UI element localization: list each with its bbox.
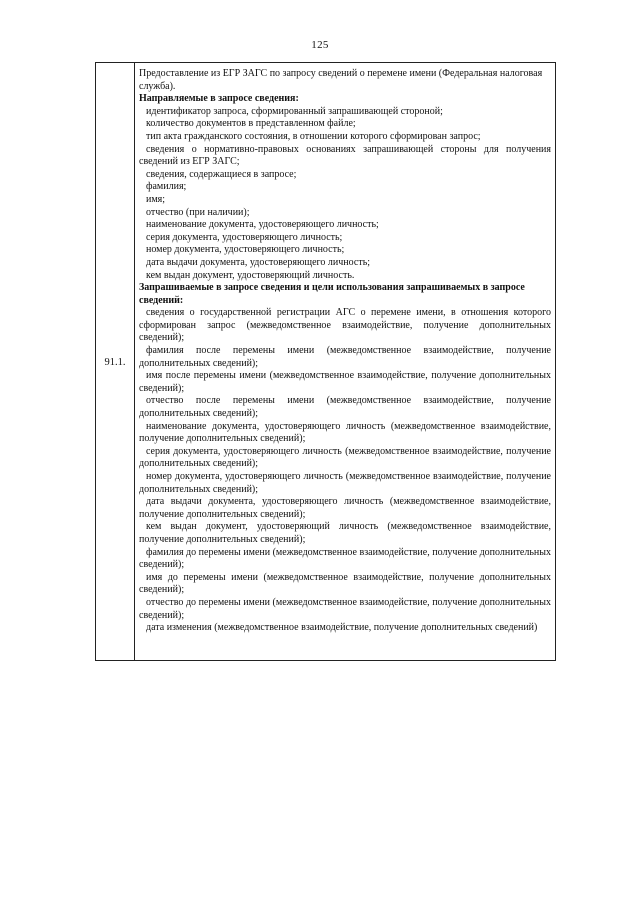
list-item: отчество после перемены имени (межведомственное взаимодействие, получение дополнительных сведений);	[139, 395, 551, 420]
column-divider	[134, 63, 135, 660]
row-number: 91.1.	[104, 357, 126, 368]
list-item: имя;	[146, 193, 166, 205]
list-item: серия документа, удостоверяющего личность;	[146, 231, 343, 243]
list-item: дата выдачи документа, удостоверяющего личность (межведомственное взаимодействие, получение дополнительных сведений);	[139, 496, 551, 520]
list-item: наименование документа, удостоверяющего личность (межведомственное взаимодействие, получение дополнительных сведений);	[139, 420, 551, 445]
list-item: дата изменения (межведомственное взаимодействие, получение дополнительных сведений)	[146, 622, 538, 634]
list-item: имя до перемены имени (межведомственное взаимодействие, получение дополнительных сведений);	[139, 571, 551, 596]
list-item: дата выдачи документа, удостоверяющего личность;	[146, 256, 371, 268]
list-item: тип акта гражданского состояния, в отношении которого сформирован запрос;	[146, 130, 481, 142]
row-title: Предоставление из ЕГР ЗАГС по запросу сведений о перемене имени (Федеральная налоговая служба).	[139, 68, 543, 92]
table-row	[95, 62, 556, 661]
list-item: наименование документа, удостоверяющего личность;	[146, 219, 379, 231]
list-item: имя после перемены имени (межведомственное взаимодействие, получение дополнительных сведений);	[139, 370, 551, 394]
sent-heading: Направляемые в запросе сведения:	[139, 93, 299, 105]
list-item: сведения о государственной регистрации АГС о перемене имени, в отношения которого сформирован запрос (межведомственное взаимодействие, получение дополнительных сведений);	[139, 307, 551, 344]
list-item: идентификатор запроса, сформированный запрашивающей стороной;	[146, 105, 443, 117]
requested-heading: Запрашиваемые в запросе сведения и цели использования запрашиваемых в запросе сведений:	[139, 282, 525, 306]
page-number: 125	[311, 39, 329, 51]
list-item: отчество до перемены имени (межведомственное взаимодействие, получение дополнительных сведений);	[139, 596, 551, 621]
list-item: кем выдан документ, удостоверяющий личность.	[146, 269, 355, 281]
list-item: фамилия до перемены имени (межведомственное взаимодействие, получение дополнительных сведений);	[139, 546, 551, 571]
row-content	[139, 68, 551, 635]
sent-list	[139, 106, 551, 282]
list-item: сведения о нормативно-правовых основаниях запрашивающей стороны для получения сведений из ЕГР ЗАГС;	[139, 143, 551, 168]
list-item: кем выдан документ, удостоверяющий личность (межведомственное взаимодействие, получение дополнительных сведений);	[139, 521, 551, 545]
list-item: номер документа, удостоверяющего личность;	[146, 244, 345, 256]
requested-list	[139, 307, 551, 634]
list-item: фамилия;	[146, 181, 187, 193]
list-item: количество документов в представленном файле;	[146, 118, 356, 130]
list-item: фамилия после перемены имени (межведомственное взаимодействие, получение дополнительных сведений);	[139, 345, 551, 369]
list-item: отчество (при наличии);	[146, 206, 250, 218]
list-item: номер документа, удостоверяющего личность (межведомственное взаимодействие, получение дополнительных сведений);	[139, 471, 551, 495]
list-item: сведения, содержащиеся в запросе;	[146, 168, 297, 180]
list-item: серия документа, удостоверяющего личность (межведомственное взаимодействие, получение дополнительных сведений);	[139, 445, 551, 470]
